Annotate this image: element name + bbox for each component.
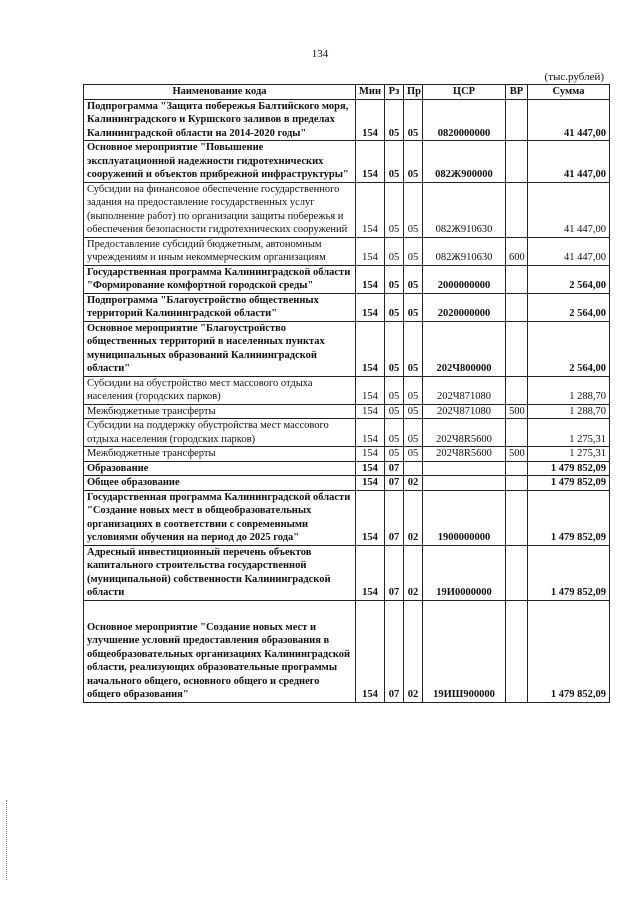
- row-pr: 05: [404, 321, 423, 376]
- row-rz: 05: [385, 404, 404, 419]
- row-min: 154: [356, 182, 385, 237]
- row-pr: 05: [404, 237, 423, 265]
- row-csr: 202Ч871080: [423, 404, 506, 419]
- row-rz: 05: [385, 419, 404, 447]
- row-sum: 41 447,00: [528, 99, 610, 141]
- row-name: Субсидии на поддержку обустройства мест массового отдыха населения (городских парков): [84, 419, 356, 447]
- row-rz: 05: [385, 376, 404, 404]
- row-min: 154: [356, 545, 385, 600]
- row-vr: [506, 600, 528, 702]
- row-rz: 07: [385, 461, 404, 476]
- row-rz: 07: [385, 490, 404, 545]
- row-vr: [506, 293, 528, 321]
- row-vr: [506, 321, 528, 376]
- header-rz: Рз: [385, 85, 404, 100]
- row-rz: 05: [385, 141, 404, 183]
- row-sum: 1 288,70: [528, 376, 610, 404]
- header-csr: ЦСР: [423, 85, 506, 100]
- row-pr: 05: [404, 182, 423, 237]
- row-min: 154: [356, 99, 385, 141]
- row-sum: 1 288,70: [528, 404, 610, 419]
- row-min: 154: [356, 447, 385, 462]
- header-sum: Сумма: [528, 85, 610, 100]
- table-header-row: [84, 85, 610, 100]
- table-row: [84, 141, 610, 183]
- table-row: [84, 321, 610, 376]
- row-sum: 41 447,00: [528, 237, 610, 265]
- row-rz: 05: [385, 321, 404, 376]
- row-pr: [404, 461, 423, 476]
- row-min: 154: [356, 237, 385, 265]
- row-csr: 1900000000: [423, 490, 506, 545]
- row-name: Адресный инвестиционный перечень объектов капитального строительства государственной (муниципальной) собственности Калининградской области: [84, 545, 356, 600]
- row-pr: 02: [404, 476, 423, 491]
- row-min: 154: [356, 321, 385, 376]
- row-min: 154: [356, 141, 385, 183]
- row-rz: 05: [385, 447, 404, 462]
- row-sum: 1 275,31: [528, 447, 610, 462]
- header-vr: ВР: [506, 85, 528, 100]
- row-csr: 202Ч871080: [423, 376, 506, 404]
- row-sum: 2 564,00: [528, 293, 610, 321]
- table-row: [84, 404, 610, 419]
- table-row: [84, 265, 610, 293]
- row-name: Образование: [84, 461, 356, 476]
- row-csr: 2000000000: [423, 265, 506, 293]
- header-min: Мин: [356, 85, 385, 100]
- row-name: Подпрограмма "Благоустройство общественных территорий Калининградской области": [84, 293, 356, 321]
- units-label: (тыс.рублей): [544, 71, 604, 83]
- row-csr: 19ИШ900000: [423, 600, 506, 702]
- row-vr: [506, 376, 528, 404]
- row-pr: 02: [404, 545, 423, 600]
- row-name: Государственная программа Калининградской области "Создание новых мест в общеобразовательных организациях в соответствии с современными условиями обучения на период до 2025 года": [84, 490, 356, 545]
- row-pr: 02: [404, 490, 423, 545]
- row-vr: 500: [506, 447, 528, 462]
- table-row: [84, 461, 610, 476]
- row-vr: [506, 99, 528, 141]
- row-csr: 19И0000000: [423, 545, 506, 600]
- row-min: 154: [356, 461, 385, 476]
- row-rz: 05: [385, 237, 404, 265]
- row-vr: [506, 141, 528, 183]
- row-rz: 05: [385, 265, 404, 293]
- table-row: [84, 237, 610, 265]
- row-vr: [506, 461, 528, 476]
- row-pr: 05: [404, 404, 423, 419]
- row-pr: 05: [404, 447, 423, 462]
- row-name: Субсидии на финансовое обеспечение государственного задания на предоставление государственных услуг (выполнение работ) по организации защиты побережья и обеспечения безопасности гидротехнических сооружений: [84, 182, 356, 237]
- row-name: Основное мероприятие "Благоустройство общественных территорий в населенных пунктах муниципальных образований Калининградской области": [84, 321, 356, 376]
- row-rz: 05: [385, 99, 404, 141]
- row-rz: 07: [385, 600, 404, 702]
- row-sum: 2 564,00: [528, 321, 610, 376]
- row-sum: 41 447,00: [528, 141, 610, 183]
- row-name: Межбюджетные трансферты: [84, 404, 356, 419]
- row-rz: 05: [385, 293, 404, 321]
- row-rz: 05: [385, 182, 404, 237]
- row-name: Подпрограмма "Защита побережья Балтийского моря, Калининградского и Куршского заливов в пределах Калининградской области на 2014-2020 годы": [84, 99, 356, 141]
- row-sum: 1 275,31: [528, 419, 610, 447]
- row-csr: 2020000000: [423, 293, 506, 321]
- row-sum: 1 479 852,09: [528, 600, 610, 702]
- row-min: 154: [356, 490, 385, 545]
- row-csr: 082Ж910630: [423, 237, 506, 265]
- table-row: [84, 99, 610, 141]
- row-sum: 1 479 852,09: [528, 461, 610, 476]
- row-csr: 082Ж910630: [423, 182, 506, 237]
- row-pr: 05: [404, 419, 423, 447]
- row-vr: [506, 265, 528, 293]
- header-name: Наименование кода: [84, 85, 356, 100]
- scan-margin-marks: [6, 800, 11, 880]
- row-name: Субсидии на обустройство мест массового отдыха населения (городских парков): [84, 376, 356, 404]
- row-min: 154: [356, 419, 385, 447]
- row-sum: 1 479 852,09: [528, 545, 610, 600]
- table-row: [84, 293, 610, 321]
- table-row: [84, 600, 610, 702]
- row-vr: 600: [506, 237, 528, 265]
- row-rz: 07: [385, 476, 404, 491]
- table-row: [84, 419, 610, 447]
- row-name: Межбюджетные трансферты: [84, 447, 356, 462]
- row-name: Основное мероприятие "Создание новых мест и улучшение условий предоставления образования в общеобразовательных организациях Калининградской области, реализующих образовательные программы начального общего, основного общего и среднего общего образования": [84, 600, 356, 702]
- page-number: 134: [311, 48, 329, 60]
- row-pr: 05: [404, 265, 423, 293]
- row-min: 154: [356, 476, 385, 491]
- row-sum: 1 479 852,09: [528, 490, 610, 545]
- row-pr: 02: [404, 600, 423, 702]
- budget-table: [83, 84, 610, 703]
- row-vr: [506, 182, 528, 237]
- table-row: [84, 476, 610, 491]
- row-name: Государственная программа Калининградской области "Формирование комфортной городской среды": [84, 265, 356, 293]
- row-vr: [506, 545, 528, 600]
- row-min: 154: [356, 404, 385, 419]
- table-row: [84, 182, 610, 237]
- row-min: 154: [356, 293, 385, 321]
- row-pr: 05: [404, 141, 423, 183]
- row-vr: [506, 490, 528, 545]
- row-pr: 05: [404, 293, 423, 321]
- table-row: [84, 490, 610, 545]
- row-csr: 202Ч8R5600: [423, 447, 506, 462]
- row-rz: 07: [385, 545, 404, 600]
- row-sum: 2 564,00: [528, 265, 610, 293]
- row-vr: [506, 419, 528, 447]
- row-csr: [423, 461, 506, 476]
- table-row: [84, 545, 610, 600]
- row-min: 154: [356, 265, 385, 293]
- header-pr: Пр: [404, 85, 423, 100]
- row-vr: 500: [506, 404, 528, 419]
- row-pr: 05: [404, 99, 423, 141]
- row-name: Общее образование: [84, 476, 356, 491]
- row-csr: 202Ч800000: [423, 321, 506, 376]
- row-name: Предоставление субсидий бюджетным, автономным учреждениям и иным некоммерческим организациям: [84, 237, 356, 265]
- table-row: [84, 447, 610, 462]
- row-name: Основное мероприятие "Повышение эксплуатационной надежности гидротехнических сооружений и объектов прибрежной инфраструктуры": [84, 141, 356, 183]
- row-min: 154: [356, 600, 385, 702]
- table-row: [84, 376, 610, 404]
- row-sum: 1 479 852,09: [528, 476, 610, 491]
- row-sum: 41 447,00: [528, 182, 610, 237]
- row-csr: 202Ч8R5600: [423, 419, 506, 447]
- row-csr: [423, 476, 506, 491]
- row-pr: 05: [404, 376, 423, 404]
- row-csr: 082Ж900000: [423, 141, 506, 183]
- row-vr: [506, 476, 528, 491]
- row-csr: 0820000000: [423, 99, 506, 141]
- row-min: 154: [356, 376, 385, 404]
